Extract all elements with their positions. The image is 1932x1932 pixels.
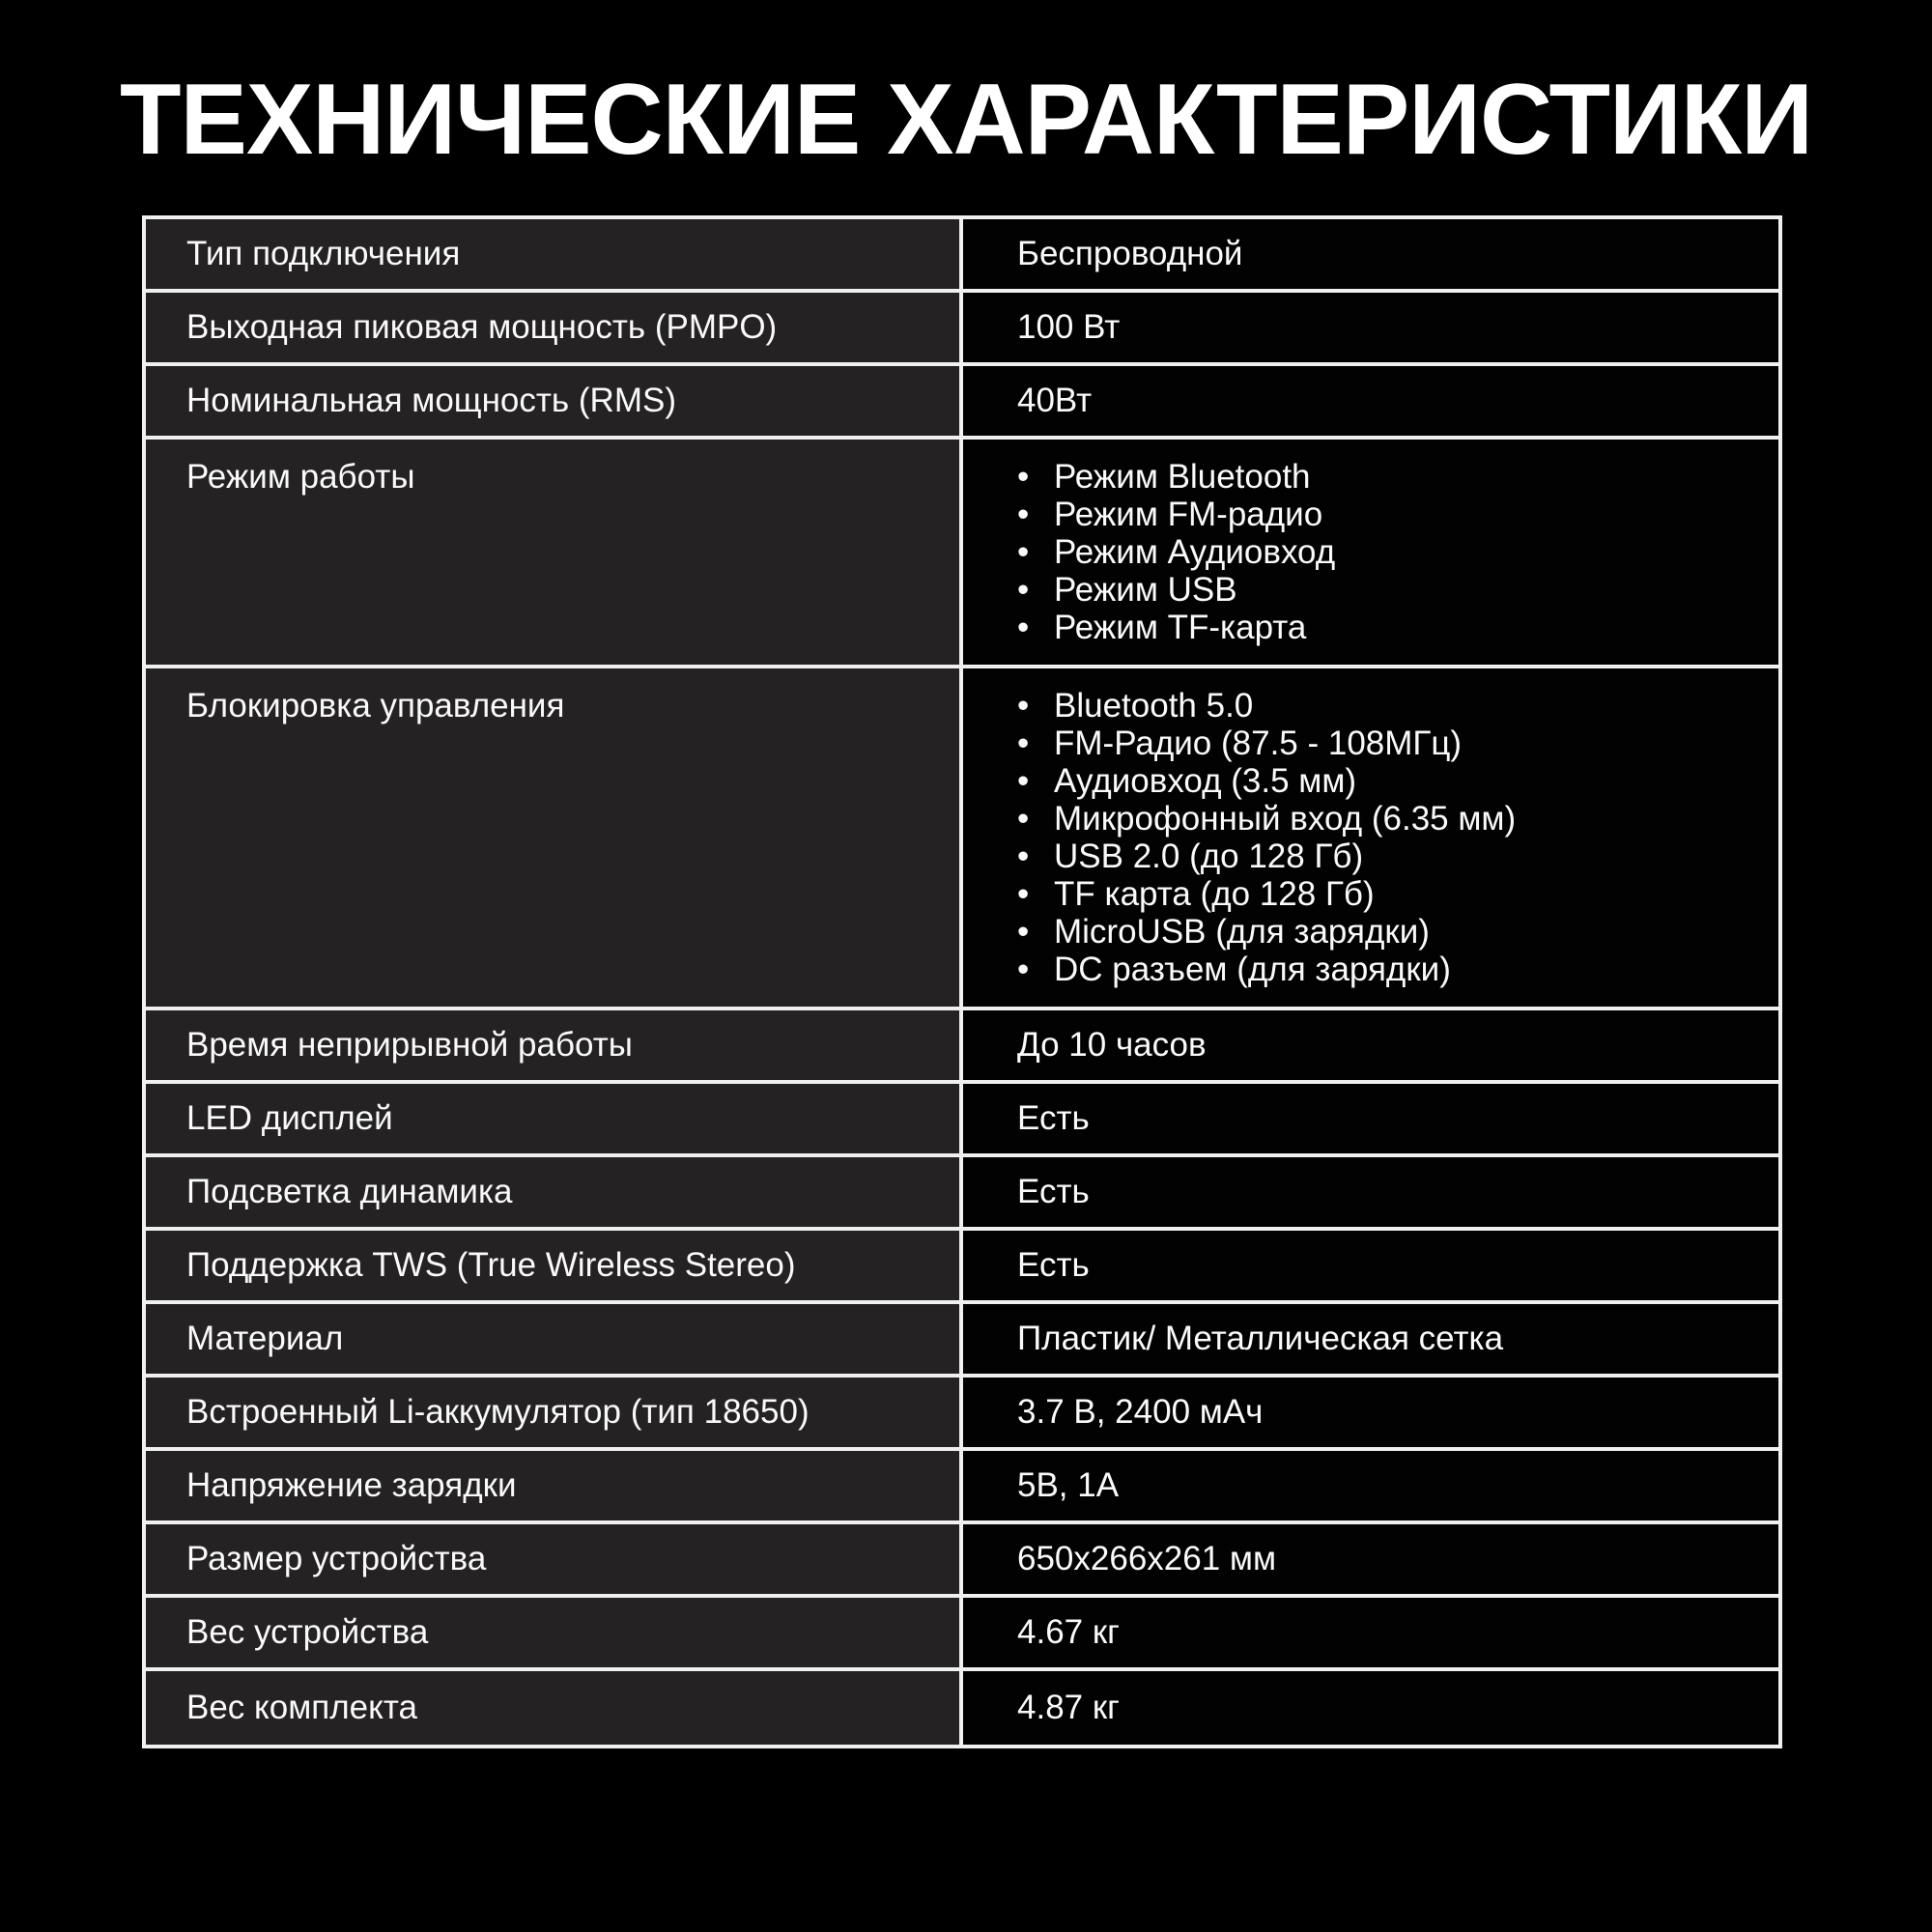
- spec-row: [146, 440, 1778, 668]
- spec-value: 650x266x261 мм: [1017, 1540, 1277, 1578]
- bullet-item: [1017, 687, 1516, 724]
- spec-value-cell: [963, 1084, 1778, 1153]
- bullet-text: Режим FM-радио: [1054, 496, 1323, 534]
- spec-value-cell: [963, 1524, 1778, 1594]
- spec-label: Вес комплекта: [186, 1689, 417, 1727]
- bullet-text: USB 2.0 (до 128 Гб): [1054, 838, 1364, 876]
- spec-label: LED дисплей: [186, 1099, 393, 1138]
- spec-value: Есть: [1017, 1173, 1090, 1211]
- bullet-item: [1017, 571, 1335, 609]
- spec-value: 40Вт: [1017, 382, 1093, 420]
- spec-value: 4.87 кг: [1017, 1689, 1120, 1727]
- bullet-text: Bluetooth 5.0: [1054, 687, 1254, 725]
- spec-value-cell: [963, 1157, 1778, 1227]
- spec-row: [146, 668, 1778, 1010]
- spec-value-cell: [963, 1378, 1778, 1447]
- spec-value-cell: [963, 293, 1778, 362]
- spec-row: [146, 1598, 1778, 1671]
- spec-label: Время неприрывной работы: [186, 1026, 633, 1065]
- spec-value-cell: [963, 1231, 1778, 1300]
- spec-label-cell: [146, 293, 963, 362]
- bullet-dot-icon: •: [1017, 533, 1030, 572]
- bullet-dot-icon: •: [1017, 913, 1030, 952]
- spec-label-cell: [146, 1084, 963, 1153]
- bullet-item: [1017, 838, 1516, 875]
- spec-table: [142, 215, 1782, 1748]
- bullet-text: MicroUSB (для зарядки): [1054, 913, 1430, 952]
- bullet-text: TF карта (до 128 Гб): [1054, 875, 1375, 914]
- spec-label-cell: [146, 366, 963, 436]
- bullet-dot-icon: •: [1017, 762, 1030, 801]
- spec-row: [146, 1010, 1778, 1084]
- bullet-dot-icon: •: [1017, 951, 1030, 989]
- spec-row: [146, 1671, 1778, 1745]
- spec-row: [146, 1231, 1778, 1304]
- bullet-dot-icon: •: [1017, 838, 1030, 876]
- spec-value: Пластик/ Металлическая сетка: [1017, 1320, 1504, 1358]
- spec-label: Поддержка TWS (True Wireless Stereo): [186, 1246, 796, 1285]
- bullet-dot-icon: •: [1017, 458, 1030, 497]
- spec-label: Встроенный Li-аккумулятор (тип 18650): [186, 1393, 810, 1432]
- spec-row: [146, 1451, 1778, 1524]
- spec-label-cell: [146, 1378, 963, 1447]
- bullet-text: Режим Аудиовход: [1054, 533, 1336, 572]
- spec-label: Размер устройства: [186, 1540, 487, 1578]
- spec-row: [146, 1157, 1778, 1231]
- spec-label-cell: [146, 1010, 963, 1080]
- bullet-dot-icon: •: [1017, 687, 1030, 725]
- spec-value-cell: [963, 1671, 1778, 1745]
- bullet-item: [1017, 800, 1516, 838]
- spec-label-cell: [146, 440, 963, 665]
- spec-label-cell: [146, 1524, 963, 1594]
- spec-value-cell: [963, 1010, 1778, 1080]
- spec-value: 5В, 1А: [1017, 1466, 1120, 1505]
- spec-label: Вес устройства: [186, 1613, 429, 1652]
- bullet-item: [1017, 762, 1516, 800]
- bullet-item: [1017, 875, 1516, 913]
- spec-label-cell: [146, 1671, 963, 1745]
- spec-label-cell: [146, 1231, 963, 1300]
- bullet-text: Аудиовход (3.5 мм): [1054, 762, 1357, 801]
- spec-value: 3.7 В, 2400 мАч: [1017, 1393, 1264, 1432]
- spec-value-cell: [963, 440, 1778, 665]
- spec-row: [146, 1378, 1778, 1451]
- spec-label: Блокировка управления: [186, 687, 565, 725]
- spec-label-cell: [146, 1598, 963, 1667]
- spec-label: Тип подключения: [186, 235, 461, 273]
- spec-value-cell: [963, 668, 1778, 1007]
- bullet-item: [1017, 951, 1516, 988]
- spec-value-cell: [963, 1304, 1778, 1374]
- spec-row: [146, 1304, 1778, 1378]
- spec-value: 4.67 кг: [1017, 1613, 1120, 1652]
- spec-label: Подсветка динамика: [186, 1173, 513, 1211]
- spec-label-cell: [146, 219, 963, 289]
- spec-label-cell: [146, 668, 963, 1007]
- bullet-text: Режим Bluetooth: [1054, 458, 1311, 497]
- spec-value-cell: [963, 1451, 1778, 1520]
- spec-value-cell: [963, 219, 1778, 289]
- spec-label: Номинальная мощность (RMS): [186, 382, 676, 420]
- spec-label: Выходная пиковая мощность (PMPO): [186, 308, 778, 347]
- bullet-dot-icon: •: [1017, 800, 1030, 838]
- spec-value: Есть: [1017, 1099, 1090, 1138]
- bullet-item: [1017, 913, 1516, 951]
- page-title: ТЕХНИЧЕСКИЕ ХАРАКТЕРИСТИКИ: [119, 64, 1813, 176]
- bullet-text: FM-Радио (87.5 - 108МГц): [1054, 724, 1463, 763]
- bullet-dot-icon: •: [1017, 724, 1030, 763]
- spec-value: 100 Вт: [1017, 308, 1121, 347]
- bullet-item: [1017, 458, 1335, 496]
- bullet-text: DC разъем (для зарядки): [1054, 951, 1451, 989]
- bullet-dot-icon: •: [1017, 496, 1030, 534]
- bullet-text: Режим USB: [1054, 571, 1237, 610]
- bullet-list: [1017, 687, 1516, 988]
- bullet-dot-icon: •: [1017, 571, 1030, 610]
- spec-label-cell: [146, 1451, 963, 1520]
- spec-row: [146, 1524, 1778, 1598]
- bullet-item: [1017, 496, 1335, 533]
- spec-label-cell: [146, 1157, 963, 1227]
- bullet-dot-icon: •: [1017, 609, 1030, 647]
- spec-value-cell: [963, 366, 1778, 436]
- spec-row: [146, 219, 1778, 293]
- spec-label: Материал: [186, 1320, 344, 1358]
- bullet-text: Микрофонный вход (6.35 мм): [1054, 800, 1517, 838]
- bullet-dot-icon: •: [1017, 875, 1030, 914]
- spec-label: Режим работы: [186, 458, 415, 497]
- spec-value: До 10 часов: [1017, 1026, 1207, 1065]
- bullet-item: [1017, 533, 1335, 571]
- spec-label-cell: [146, 1304, 963, 1374]
- bullet-list: [1017, 458, 1335, 646]
- spec-row: [146, 1084, 1778, 1157]
- bullet-item: [1017, 724, 1516, 762]
- bullet-item: [1017, 609, 1335, 646]
- spec-value: Беспроводной: [1017, 235, 1243, 273]
- bullet-text: Режим TF-карта: [1054, 609, 1307, 647]
- spec-row: [146, 293, 1778, 366]
- spec-label: Напряжение зарядки: [186, 1466, 517, 1505]
- spec-value: Есть: [1017, 1246, 1090, 1285]
- spec-value-cell: [963, 1598, 1778, 1667]
- spec-row: [146, 366, 1778, 440]
